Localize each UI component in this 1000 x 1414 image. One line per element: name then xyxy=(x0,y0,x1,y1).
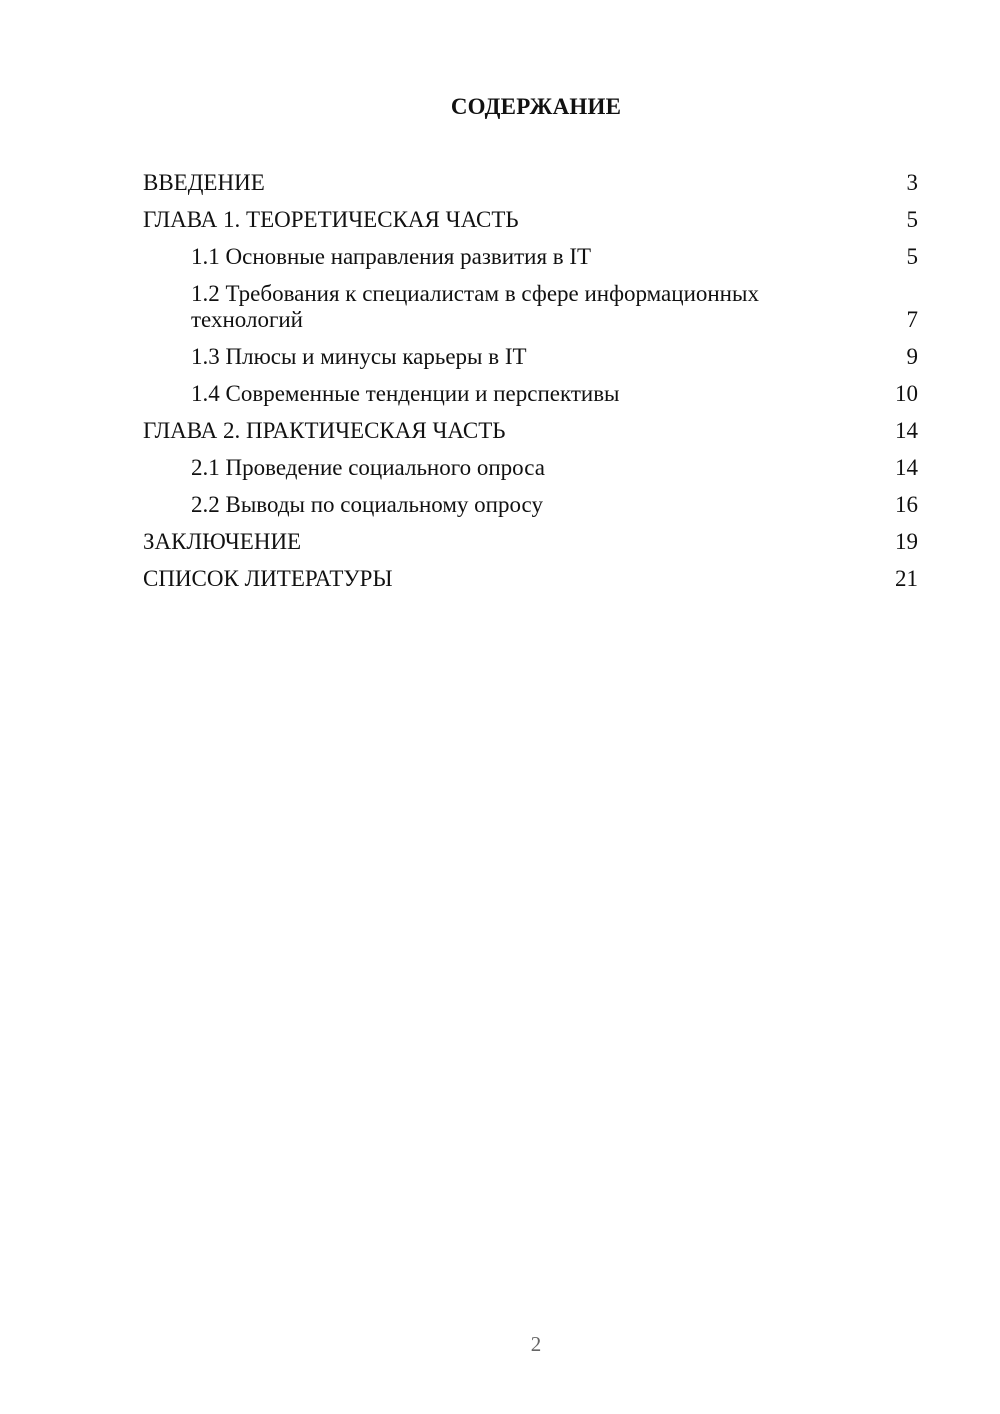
toc-entry-page: 5 xyxy=(906,244,918,269)
toc-entry-page: 16 xyxy=(895,492,918,517)
toc-entry-title: 2.1 Проведение социального опроса xyxy=(191,455,545,480)
toc-entry-title: ГЛАВА 1. ТЕОРЕТИЧЕСКАЯ ЧАСТЬ xyxy=(143,207,519,232)
toc-entry-title: ГЛАВА 2. ПРАКТИЧЕСКАЯ ЧАСТЬ xyxy=(143,418,506,443)
page-number: 2 xyxy=(530,1332,542,1356)
toc-entry-chapter-1[interactable] xyxy=(143,207,918,233)
toc-entry-bibliography[interactable] xyxy=(143,566,918,592)
toc-entry-page: 14 xyxy=(895,455,918,480)
toc-entry-section-2-2[interactable] xyxy=(143,492,918,518)
toc-entry-title: ВВЕДЕНИЕ xyxy=(143,170,265,195)
table-of-contents xyxy=(143,170,918,603)
toc-entry-title: 1.4 Современные тенденции и перспективы xyxy=(191,381,620,406)
toc-entry-page: 9 xyxy=(906,344,918,369)
toc-entry-page: 7 xyxy=(906,307,918,332)
toc-entry-conclusion[interactable] xyxy=(143,529,918,555)
toc-entry-section-1-3[interactable] xyxy=(143,344,918,370)
toc-entry-section-1-4[interactable] xyxy=(143,381,918,407)
toc-entry-section-1-2[interactable] xyxy=(143,281,918,333)
toc-entry-page: 10 xyxy=(895,381,918,406)
toc-entry-introduction[interactable] xyxy=(143,170,918,196)
toc-entry-title: СПИСОК ЛИТЕРАТУРЫ xyxy=(143,566,393,591)
toc-entry-section-2-1[interactable] xyxy=(143,455,918,481)
toc-entry-title: 1.2 Требования к специалистам в сфере информационных технологий xyxy=(191,281,759,332)
toc-entry-section-1-1[interactable] xyxy=(143,244,918,270)
toc-entry-page: 5 xyxy=(906,207,918,232)
toc-entry-page: 3 xyxy=(906,170,918,195)
toc-entry-page: 19 xyxy=(895,529,918,554)
toc-entry-title: ЗАКЛЮЧЕНИЕ xyxy=(143,529,302,554)
toc-entry-page: 14 xyxy=(895,418,918,443)
page-title: СОДЕРЖАНИЕ xyxy=(450,94,622,119)
toc-entry-page: 21 xyxy=(895,566,918,591)
toc-entry-chapter-2[interactable] xyxy=(143,418,918,444)
toc-entry-title: 1.3 Плюсы и минусы карьеры в IT xyxy=(191,344,527,369)
toc-entry-title: 1.1 Основные направления развития в IT xyxy=(191,244,592,269)
toc-entry-title: 2.2 Выводы по социальному опросу xyxy=(191,492,543,517)
